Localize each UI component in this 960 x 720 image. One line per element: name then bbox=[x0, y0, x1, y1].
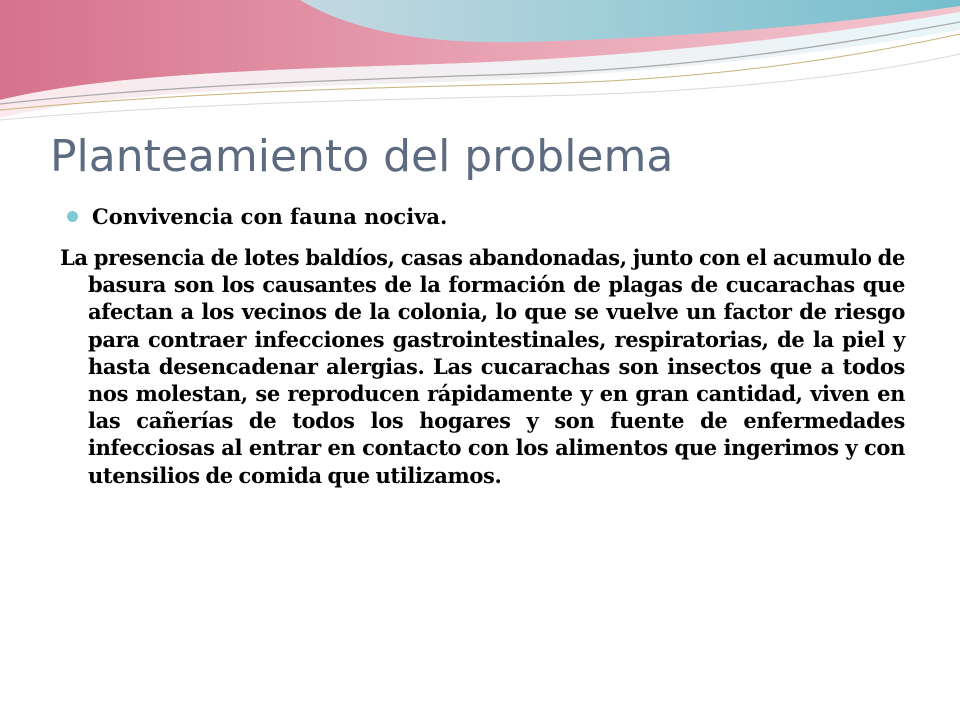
header-wave-decoration bbox=[0, 0, 960, 130]
bullet-dot-icon bbox=[67, 211, 78, 222]
slide-title: Planteamiento del problema bbox=[50, 131, 674, 182]
body-paragraph: La presencia de lotes baldíos, casas abandonadas, junto con el acumulo de basura son los causantes de la formación de plagas de cucarachas que afectan a los vecinos de la colonia, lo que se vuelve un factor de riesgo para contraer infecciones gastrointestinales, respiratorias, de la piel y hasta desencadenar alergias. Las cucarachas son insectos que a todos nos molestan, se reproducen rápidamente y en gran cantidad, viven en las cañerías de todos los hogares y son fuente de enfermedades infecciosas al entrar en contacto con los alimentos que ingerimos y con utensilios de comida que utilizamos. bbox=[60, 245, 905, 488]
bullet-item bbox=[67, 201, 447, 231]
bullet-text: Convivencia con fauna nociva. bbox=[92, 203, 448, 229]
